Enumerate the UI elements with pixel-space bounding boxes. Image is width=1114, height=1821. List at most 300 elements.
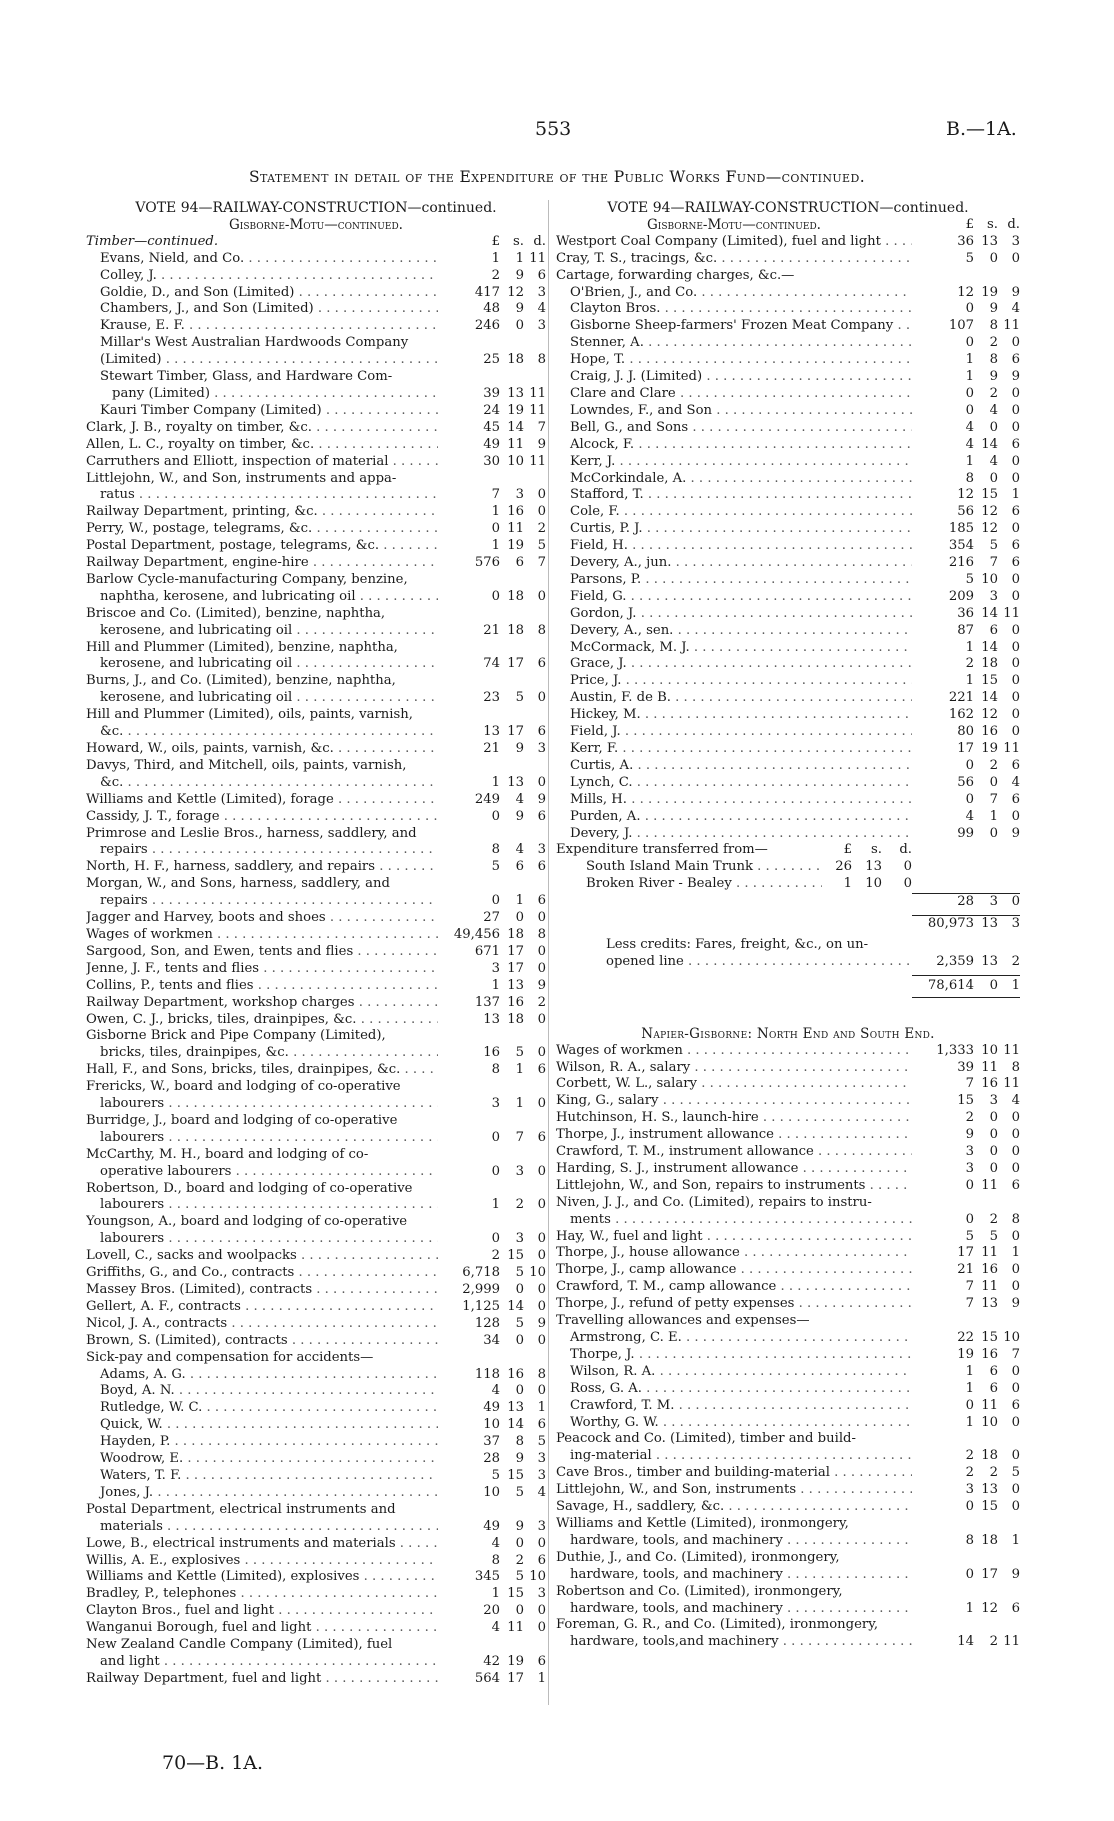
pounds: 246 [474, 318, 500, 334]
pence: 0 [537, 1231, 546, 1247]
entry-description: Cave Bros., timber and building-material . . . [556, 1465, 912, 1482]
pounds: 216 [948, 555, 974, 571]
pounds: 0 [491, 893, 500, 909]
entry-description: Waters, T. F. . . . [86, 1468, 438, 1485]
pence: 0 [1011, 571, 1020, 587]
shillings: 0 [989, 419, 998, 435]
pence: 11 [1003, 1634, 1020, 1650]
pence: 0 [537, 1248, 546, 1264]
entry-description: hardware, tools, and machinery . . . [556, 1533, 912, 1550]
shillings: 9 [515, 808, 524, 824]
pounds: 0 [491, 1129, 500, 1145]
entry-description: hardware, tools, and machinery . . . [556, 1601, 912, 1618]
ledger-row [556, 454, 1020, 471]
entry-description: Postal Department, postage, telegrams, &c. . . . [86, 538, 438, 555]
ledger-row [556, 318, 1020, 335]
pence: 2 [537, 521, 546, 537]
pounds: 80 [957, 724, 974, 740]
pounds: 48 [483, 301, 500, 317]
ledger-row [556, 724, 1020, 741]
shillings: 5 [515, 1045, 524, 1061]
pounds: 4 [965, 419, 974, 435]
pence: 6 [1011, 791, 1020, 807]
entry-description: ratus . . . [86, 487, 438, 504]
pounds: 56 [957, 504, 974, 520]
entry-description: (Limited) . . . [86, 352, 438, 369]
entry-description: Price, J. . . . [556, 673, 912, 690]
pence: 4 [1011, 774, 1020, 790]
shillings: 17 [507, 960, 524, 976]
pence: 0 [1011, 690, 1020, 706]
entry-description: Hill and Plummer (Limited), oils, paints, varnish, [86, 707, 413, 723]
entry-description: Westport Coal Company (Limited), fuel and light . . . [556, 234, 912, 251]
pounds: 17 [957, 741, 974, 756]
ledger-row [86, 707, 546, 724]
ledger-row [556, 673, 1020, 690]
ledger-row [86, 961, 546, 978]
pounds: 576 [474, 555, 500, 571]
shillings: 17 [981, 1566, 998, 1582]
pounds: 2 [965, 1110, 974, 1126]
pounds: 3 [965, 1482, 974, 1498]
pence: 8 [537, 1366, 546, 1382]
ledger-row [86, 1045, 546, 1062]
shillings: 11 [507, 1620, 524, 1636]
ledger-row [86, 1096, 546, 1113]
ledger-row [86, 1147, 546, 1164]
shillings: 15 [981, 1330, 998, 1345]
credits-label-2: opened line . . . [556, 954, 912, 971]
ledger-row [556, 1043, 1020, 1060]
shillings: 2 [515, 1552, 524, 1568]
shillings: 1 [515, 893, 524, 909]
pounds: 10 [483, 1417, 500, 1433]
entry-description: Wanganui Borough, fuel and light . . . [86, 1620, 438, 1637]
ledger-row [86, 690, 546, 707]
pence: 0 [537, 1197, 546, 1213]
ledger-row [86, 454, 546, 471]
entry-description: Kerr, F. . . . [556, 741, 912, 758]
entry-description: Cray, T. S., tracings, &c. . . . [556, 251, 912, 268]
shillings: 9 [515, 267, 524, 283]
total-pounds: 78,614 [927, 977, 974, 993]
pence: 0 [537, 1383, 546, 1399]
footer-reference: 70—B. 1A. [162, 1752, 264, 1774]
pounds: 5 [965, 571, 974, 587]
pounds: 0 [965, 335, 974, 351]
shillings: 5 [515, 1265, 524, 1281]
category-heading: Timber—continued. [86, 233, 219, 249]
shillings: 0 [515, 1603, 524, 1619]
entry-description: Chambers, J., and Son (Limited) . . . [86, 301, 438, 318]
ledger-row [556, 640, 1020, 657]
shillings: 10 [981, 571, 998, 587]
pounds: 2 [491, 1248, 500, 1264]
entry-description: Bell, G., and Sons . . . [556, 420, 912, 437]
pence: 3 [537, 1467, 546, 1483]
pounds: 0 [965, 402, 974, 418]
pounds: 4 [965, 436, 974, 452]
entry-description: King, G., salary . . . [556, 1093, 912, 1110]
pence: 0 [1011, 1363, 1020, 1379]
shillings: 18 [981, 656, 998, 672]
entry-description: Primrose and Leslie Bros., harness, saddlery, and [86, 825, 417, 841]
pence: 4 [1011, 1093, 1020, 1109]
shillings: 7 [989, 555, 998, 571]
transfer-row [556, 876, 1020, 893]
entry-description: Armstrong, C. E. . . . [556, 1330, 912, 1347]
pounds: 0 [491, 808, 500, 824]
pounds: 8 [491, 1552, 500, 1568]
pence: 3 [537, 318, 546, 334]
pounds: 118 [474, 1366, 500, 1382]
transfer-label: Expenditure transferred from— [556, 842, 768, 858]
entry-description: labourers . . . [86, 1130, 438, 1147]
ledger-row [556, 301, 1020, 318]
entry-description: &c. . . . [86, 724, 438, 741]
pounds: 25 [483, 352, 500, 368]
shillings: 18 [507, 1011, 524, 1027]
entry-description: Austin, F. de B. . . . [556, 690, 912, 707]
entry-description: Hutchinson, H. S., launch-hire . . . [556, 1110, 912, 1127]
entry-description: Clare and Clare . . . [556, 386, 912, 403]
ledger-row [86, 1062, 546, 1079]
shillings: 14 [981, 690, 998, 706]
entry-description: Carruthers and Elliott, inspection of material . . . [86, 454, 438, 471]
shillings: 6 [515, 555, 524, 571]
pounds: 249 [474, 791, 500, 807]
ledger-row [86, 1468, 546, 1485]
shillings: 9 [515, 301, 524, 317]
shillings: 3 [515, 1163, 524, 1179]
pence: 9 [1011, 825, 1020, 841]
ledger-row [86, 251, 546, 268]
pence: 2 [537, 994, 546, 1010]
entry-description: Kerr, J. . . . [556, 454, 912, 471]
pence: 8 [537, 352, 546, 368]
entry-description: Davys, Third, and Mitchell, oils, paints, varnish, [86, 757, 407, 773]
entry-description: Parsons, P. . . . [556, 572, 912, 589]
pence: 11 [529, 453, 546, 469]
entry-description: Burridge, J., board and lodging of co-operative [86, 1112, 398, 1128]
statement-title: Statement in detail of the Expenditure of the Public Works Fund—continued. [248, 168, 866, 186]
pence: 6 [1011, 1397, 1020, 1413]
shillings-header: s. [987, 216, 998, 232]
entry-description: labourers . . . [86, 1096, 438, 1113]
entry-description: labourers . . . [86, 1231, 438, 1248]
entry-description: Lowe, B., electrical instruments and materials . . . [86, 1536, 438, 1553]
total-pence: 1 [1011, 977, 1020, 993]
ledger-row [556, 1601, 1020, 1618]
entry-description: Allen, L. C., royalty on timber, &c. . . . [86, 437, 438, 454]
ledger-row [86, 1164, 546, 1181]
entry-description: Duthie, J., and Co. (Limited), ironmongery, [556, 1549, 840, 1565]
pounds: 221 [948, 690, 974, 706]
pence: 0 [1011, 335, 1020, 351]
pence: 4 [537, 301, 546, 317]
shillings: 10 [507, 453, 524, 469]
pence: 8 [537, 622, 546, 638]
ledger-row [86, 775, 546, 792]
pence: 6 [537, 1552, 546, 1568]
entry-description: Cassidy, J. T., forage . . . [86, 809, 438, 826]
ledger-row [86, 369, 546, 386]
credits-pounds: 2,359 [936, 953, 974, 969]
entry-description: Field, J. . . . [556, 724, 912, 741]
pence: 9 [1011, 284, 1020, 300]
pence: 11 [1003, 1042, 1020, 1058]
pounds: 21 [957, 1262, 974, 1278]
transfer-row [556, 859, 1020, 876]
pence: 0 [1011, 1228, 1020, 1244]
pence: 0 [1011, 1110, 1020, 1126]
pence: 0 [1011, 1127, 1020, 1143]
ledger-row [556, 1415, 1020, 1432]
ledger-row [86, 301, 546, 318]
shillings: 1 [515, 1062, 524, 1078]
transfer-pence-header: d. [899, 842, 912, 858]
pounds: 0 [965, 1211, 974, 1227]
pence-header: d. [533, 233, 546, 249]
pence: 11 [529, 402, 546, 418]
entry-description: Crawford, T. M., camp allowance . . . [556, 1279, 912, 1296]
pence: 0 [537, 910, 546, 926]
ledger-row [86, 1519, 546, 1536]
pence: 1 [1011, 1245, 1020, 1261]
pence: 6 [1011, 504, 1020, 520]
pounds: 36 [957, 605, 974, 621]
entry-description: Clayton Bros., fuel and light . . . [86, 1603, 438, 1620]
ledger-row [556, 437, 1020, 454]
shillings: 16 [507, 994, 524, 1010]
pence: 9 [537, 791, 546, 807]
shillings: 0 [989, 250, 998, 266]
shillings: 14 [981, 436, 998, 452]
pounds: 0 [965, 1566, 974, 1582]
ledger-row [86, 978, 546, 995]
ledger-row [556, 1093, 1020, 1110]
ledger-row [86, 572, 546, 589]
ledger-row [86, 1316, 546, 1333]
pounds: 671 [474, 943, 500, 959]
pounds: 30 [483, 453, 500, 469]
pounds: 12 [957, 487, 974, 503]
entry-description: Willis, A. E., explosives . . . [86, 1553, 438, 1570]
shillings: 9 [989, 301, 998, 317]
pence: 10 [1003, 1330, 1020, 1345]
shillings: 15 [981, 1499, 998, 1515]
shillings: 8 [989, 318, 998, 334]
ledger-row [556, 268, 1020, 285]
credits-row [556, 954, 1020, 971]
shillings: 10 [981, 1042, 998, 1058]
entry-description: Morgan, W., and Sons, harness, saddlery, and [86, 876, 390, 892]
shillings: 2 [989, 757, 998, 773]
ledger-row [556, 775, 1020, 792]
pence: 7 [1011, 1346, 1020, 1362]
entry-description: materials . . . [86, 1519, 438, 1536]
shillings: 13 [981, 233, 998, 249]
pence: 0 [537, 1163, 546, 1179]
ledger-row [86, 859, 546, 876]
pence: 0 [1011, 808, 1020, 824]
pence: 6 [537, 656, 546, 672]
ledger-row [556, 487, 1020, 504]
entry-description: Purden, A. . . . [556, 809, 912, 826]
subtotal-shillings: 13 [981, 916, 998, 932]
entry-description: Krause, E. F. . . . [86, 318, 438, 335]
ledger-row [556, 589, 1020, 606]
ledger-row [556, 1617, 1020, 1634]
pence: 9 [1011, 1296, 1020, 1312]
ledger-row [556, 1431, 1020, 1448]
ledger-row [86, 1637, 546, 1654]
shillings: 15 [981, 673, 998, 689]
pence: 0 [1011, 1380, 1020, 1396]
ledger-row [86, 471, 546, 488]
entry-description: Wages of workmen . . . [86, 927, 438, 944]
ledger-row [86, 352, 546, 369]
ledger-row [86, 724, 546, 741]
pounds: 0 [965, 385, 974, 401]
entry-description: Massey Bros. (Limited), contracts . . . [86, 1282, 438, 1299]
pence: 11 [1003, 605, 1020, 621]
pence: 0 [1011, 588, 1020, 604]
pence: 6 [537, 893, 546, 909]
ledger-row [86, 758, 546, 775]
shillings: 11 [981, 1059, 998, 1075]
pounds: 5 [491, 1467, 500, 1483]
pence: 1 [537, 1400, 546, 1416]
entry-description: Jenne, J. F., tents and flies . . . [86, 961, 438, 978]
entry-description: Alcock, F. . . . [556, 437, 912, 454]
entry-description: Brown, S. (Limited), contracts . . . [86, 1333, 438, 1350]
shillings: 2 [515, 1197, 524, 1213]
entry-description: Burns, J., and Co. (Limited), benzine, naphtha, [86, 673, 396, 689]
pounds: 1 [491, 1586, 500, 1602]
shillings: 11 [507, 436, 524, 452]
shillings: 12 [981, 504, 998, 520]
shillings: 18 [507, 588, 524, 604]
entry-description: Corbett, W. L., salary . . . [556, 1076, 912, 1093]
section-heading-napier: Napier-Gisborne: North End and South End. [641, 1025, 935, 1042]
pounds: 2 [965, 656, 974, 672]
pounds: 87 [957, 622, 974, 638]
entry-description: Kauri Timber Company (Limited) . . . [86, 403, 438, 420]
pence: 11 [529, 385, 546, 401]
pounds: 2 [965, 1465, 974, 1481]
shillings: 3 [515, 487, 524, 503]
shillings: 11 [981, 1397, 998, 1413]
entry-description: Curtis, P. J. . . . [556, 521, 912, 538]
pounds: 162 [948, 707, 974, 723]
pounds: 0 [965, 301, 974, 317]
shillings: 3 [515, 1231, 524, 1247]
ledger-row [86, 1383, 546, 1400]
pounds: 17 [957, 1245, 974, 1261]
shillings: 0 [515, 1282, 524, 1297]
shillings: 14 [981, 605, 998, 621]
shillings: 17 [507, 1670, 524, 1686]
ledger-row [556, 1229, 1020, 1246]
pounds: 2,999 [462, 1282, 500, 1297]
ledger-row [556, 1127, 1020, 1144]
shillings: 17 [507, 724, 524, 740]
entry-description: operative labourers . . . [86, 1164, 438, 1181]
ledger-row [86, 842, 546, 859]
ledger-row [556, 352, 1020, 369]
pence: 6 [1011, 538, 1020, 554]
ledger-row [86, 944, 546, 961]
ledger-row [86, 1299, 546, 1316]
ledger-row [556, 758, 1020, 775]
pounds: 3 [491, 960, 500, 976]
shillings: 19 [507, 1653, 524, 1669]
shillings: 7 [515, 1129, 524, 1145]
pence: 6 [537, 1062, 546, 1078]
pence: 6 [1011, 757, 1020, 773]
ledger-row [556, 1212, 1020, 1229]
ledger-row [556, 234, 1020, 251]
ledger-row [86, 1434, 546, 1451]
pounds: 8 [965, 1532, 974, 1548]
ledger-row [86, 809, 546, 826]
ledger-row [556, 521, 1020, 538]
ledger-row [86, 1502, 546, 1519]
shillings: 4 [515, 842, 524, 858]
entry-description: Briscoe and Co. (Limited), benzine, naphtha, [86, 605, 386, 621]
entry-description: Woodrow, E. . . . [86, 1451, 438, 1468]
ledger-row [556, 1195, 1020, 1212]
entry-description: Hope, T. . . . [556, 352, 912, 369]
entry-description: Lowndes, F., and Son . . . [556, 403, 912, 420]
pence: 6 [537, 1129, 546, 1145]
ledger-row [86, 995, 546, 1012]
pounds: 1 [965, 453, 974, 469]
entry-description: Stenner, A. . . . [556, 335, 912, 352]
currency-header-row-right [556, 217, 1020, 234]
shillings: 5 [989, 1228, 998, 1244]
pence: 0 [537, 1298, 546, 1314]
total-shillings: 0 [989, 977, 998, 993]
ledger-row [86, 1603, 546, 1620]
pounds: 8 [965, 470, 974, 486]
shillings: 0 [515, 1383, 524, 1399]
ledger-row [86, 1282, 546, 1299]
pounds: 23 [483, 690, 500, 706]
ledger-row [556, 1060, 1020, 1077]
entry-description: Jagger and Harvey, boots and shoes . . . [86, 910, 438, 927]
pence: 0 [537, 1011, 546, 1027]
pence: 0 [537, 1332, 546, 1348]
transfer-pence: 0 [903, 876, 912, 892]
pounds: 0 [965, 1499, 974, 1515]
pounds: 9 [965, 1127, 974, 1143]
ledger-row [86, 1113, 546, 1130]
shillings: 12 [981, 1600, 998, 1616]
pounds: 34 [483, 1332, 500, 1348]
pence: 0 [537, 487, 546, 503]
ledger-row [556, 572, 1020, 589]
pounds: 185 [948, 521, 974, 537]
entry-description: Gisborne Sheep-farmers' Frozen Meat Company . . . [556, 318, 912, 335]
ledger-row [86, 1130, 546, 1147]
ledger-row [556, 690, 1020, 707]
shillings: 13 [507, 977, 524, 993]
pounds: 7 [965, 1279, 974, 1295]
ledger-row [556, 1245, 1020, 1262]
entry-description: Craig, J. J. (Limited) . . . [556, 369, 912, 386]
